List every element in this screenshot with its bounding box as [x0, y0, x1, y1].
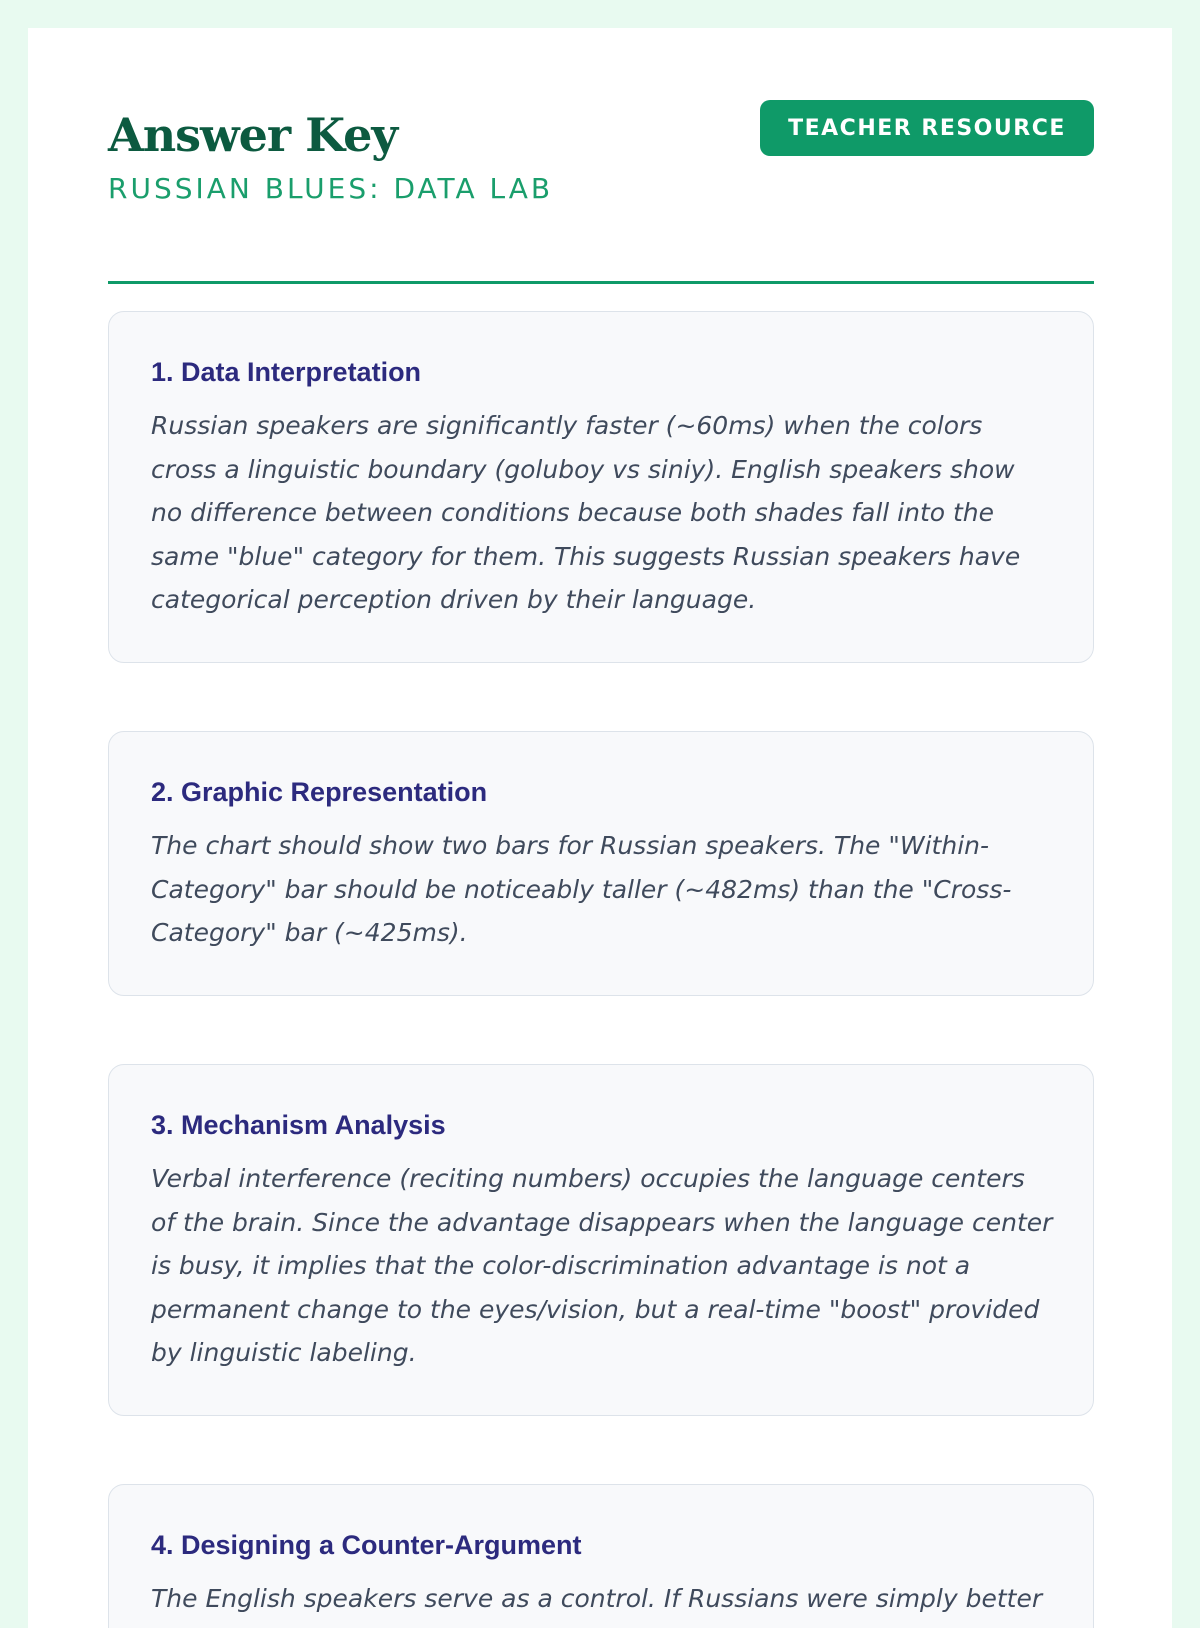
answer-text: The chart should show two bars for Russian speakers. The "Within-Category" bar should be noticeably taller (~482ms) than the "Cross-Category" bar (~425ms).	[151, 831, 1012, 948]
teacher-resource-badge: TEACHER RESOURCE	[760, 100, 1094, 156]
answer-card-2	[108, 731, 1094, 996]
answer-text: The English speakers serve as a control. If Russians were simply better	[151, 1584, 1043, 1614]
answer-title: 2. Graphic Representation	[151, 777, 488, 807]
answer-text: Russian speakers are significantly faster (~60ms) when the colors cross a linguistic boundary (goluboy vs siniy). English speakers show no difference between conditions because both shades fall into the same "blue" category for them. This suggests Russian speakers have categorical perception driven by their language.	[151, 411, 1021, 615]
header	[108, 28, 1094, 284]
answer-title: 4. Designing a Counter-Argument	[151, 1530, 582, 1560]
answer-key-sheet	[28, 28, 1172, 1628]
page-title: Answer Key	[108, 108, 398, 162]
answer-title: 3. Mechanism Analysis	[151, 1110, 446, 1140]
answer-title: 1. Data Interpretation	[151, 357, 422, 387]
answer-card-1	[108, 311, 1094, 663]
answer-text: Verbal interference (reciting numbers) occupies the language centers of the brain. Since the advantage disappears when the language center is busy, it implies that the color-discrimination advantage is not a permanent change to the eyes/vision, but a real-time "boost" provided by linguistic labeling.	[151, 1164, 1053, 1368]
page-subtitle: RUSSIAN BLUES: DATA LAB	[108, 172, 554, 205]
answer-card-3	[108, 1064, 1094, 1416]
answer-card-4	[108, 1484, 1094, 1628]
